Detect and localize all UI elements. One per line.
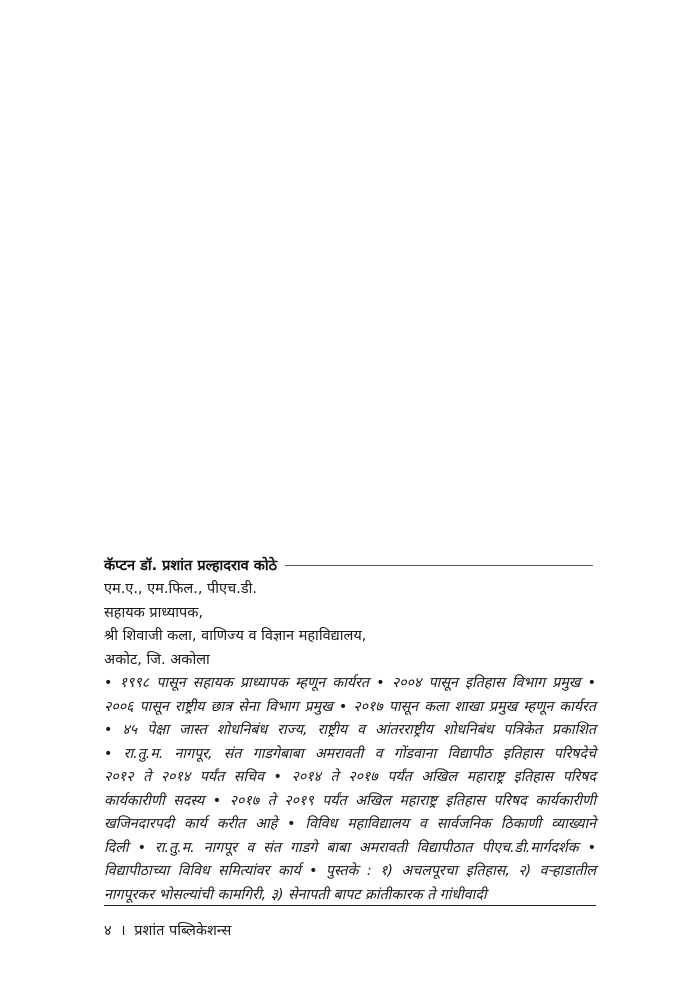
footer-rule	[104, 905, 596, 906]
bio-line: खजिनदारपदी कार्य करीत आहे • विविध महाविद्यालय व सार्वजनिक ठिकाणी व्याख्याने	[104, 816, 596, 832]
bio-line: • १९९८ पासून सहायक प्राध्यापक म्हणून कार्यरत • २००४ पासून इतिहास विभाग प्रमुख •	[104, 675, 596, 691]
page-footer	[104, 920, 231, 942]
author-designation: सहायक प्राध्यापक,	[104, 604, 204, 621]
author-name: कॅप्टन डॉ. प्रशांत प्रल्हादराव कोठे	[104, 558, 278, 574]
author-location: अकोट, जि. अकोला	[104, 651, 210, 668]
author-degrees: एम.ए., एम.फिल., पीएच.डी.	[104, 581, 257, 597]
bio-line: २०१२ ते २०१४ पर्यंत सचिव • २०१४ ते २०१७ पर्यंत अखिल महाराष्ट्र इतिहास परिषद	[104, 769, 596, 785]
author-block	[104, 552, 596, 672]
bio-line: • ४५ पेक्षा जास्त शोधनिबंध राज्य, राष्ट्रीय व आंतरराष्ट्रीय शोधनिबंध पत्रिकेत प्रकाशित	[104, 722, 596, 738]
bio-line: विद्यापीठाच्या विविध समित्यांवर कार्य • पुस्तके : १) अचलपूरचा इतिहास, २) वऱ्हाडातील	[104, 863, 596, 879]
bio-line: २००६ पासून राष्ट्रीय छात्र सेना विभाग प्रमुख • २०१७ पासून कला शाखा प्रमुख म्हणून कार्यरत	[104, 698, 596, 715]
author-bio	[104, 672, 596, 907]
header-rule	[285, 565, 593, 566]
publisher-name: प्रशांत पब्लिकेशन्स	[134, 923, 232, 939]
footer-separator: ।	[120, 923, 126, 939]
page-number: ४	[104, 923, 112, 939]
bio-line: दिली • रा.तु.म. नागपूर व संत गाडगे बाबा अमरावती विद्यापीठात पीएच.डी.मार्गदर्शक •	[104, 839, 596, 856]
bio-line: कार्यकारीणी सदस्य • २०१७ ते २०१९ पर्यंत अखिल महाराष्ट्र इतिहास परिषद कार्यकारीणी	[104, 792, 596, 809]
bio-line: नागपूरकर भोसल्यांची कामगिरी, ३) सेनापती बापट क्रांतीकारक ते गांधीवादी	[104, 886, 487, 903]
author-header	[104, 552, 596, 578]
author-college: श्री शिवाजी कला, वाणिज्य व विज्ञान महाविद्यालय,	[104, 628, 367, 644]
bio-line: • रा.तु.म. नागपूर, संत गाडगेबाबा अमरावती व गोंडवाना विद्यापीठ इतिहास परिषदेचे	[104, 745, 596, 762]
